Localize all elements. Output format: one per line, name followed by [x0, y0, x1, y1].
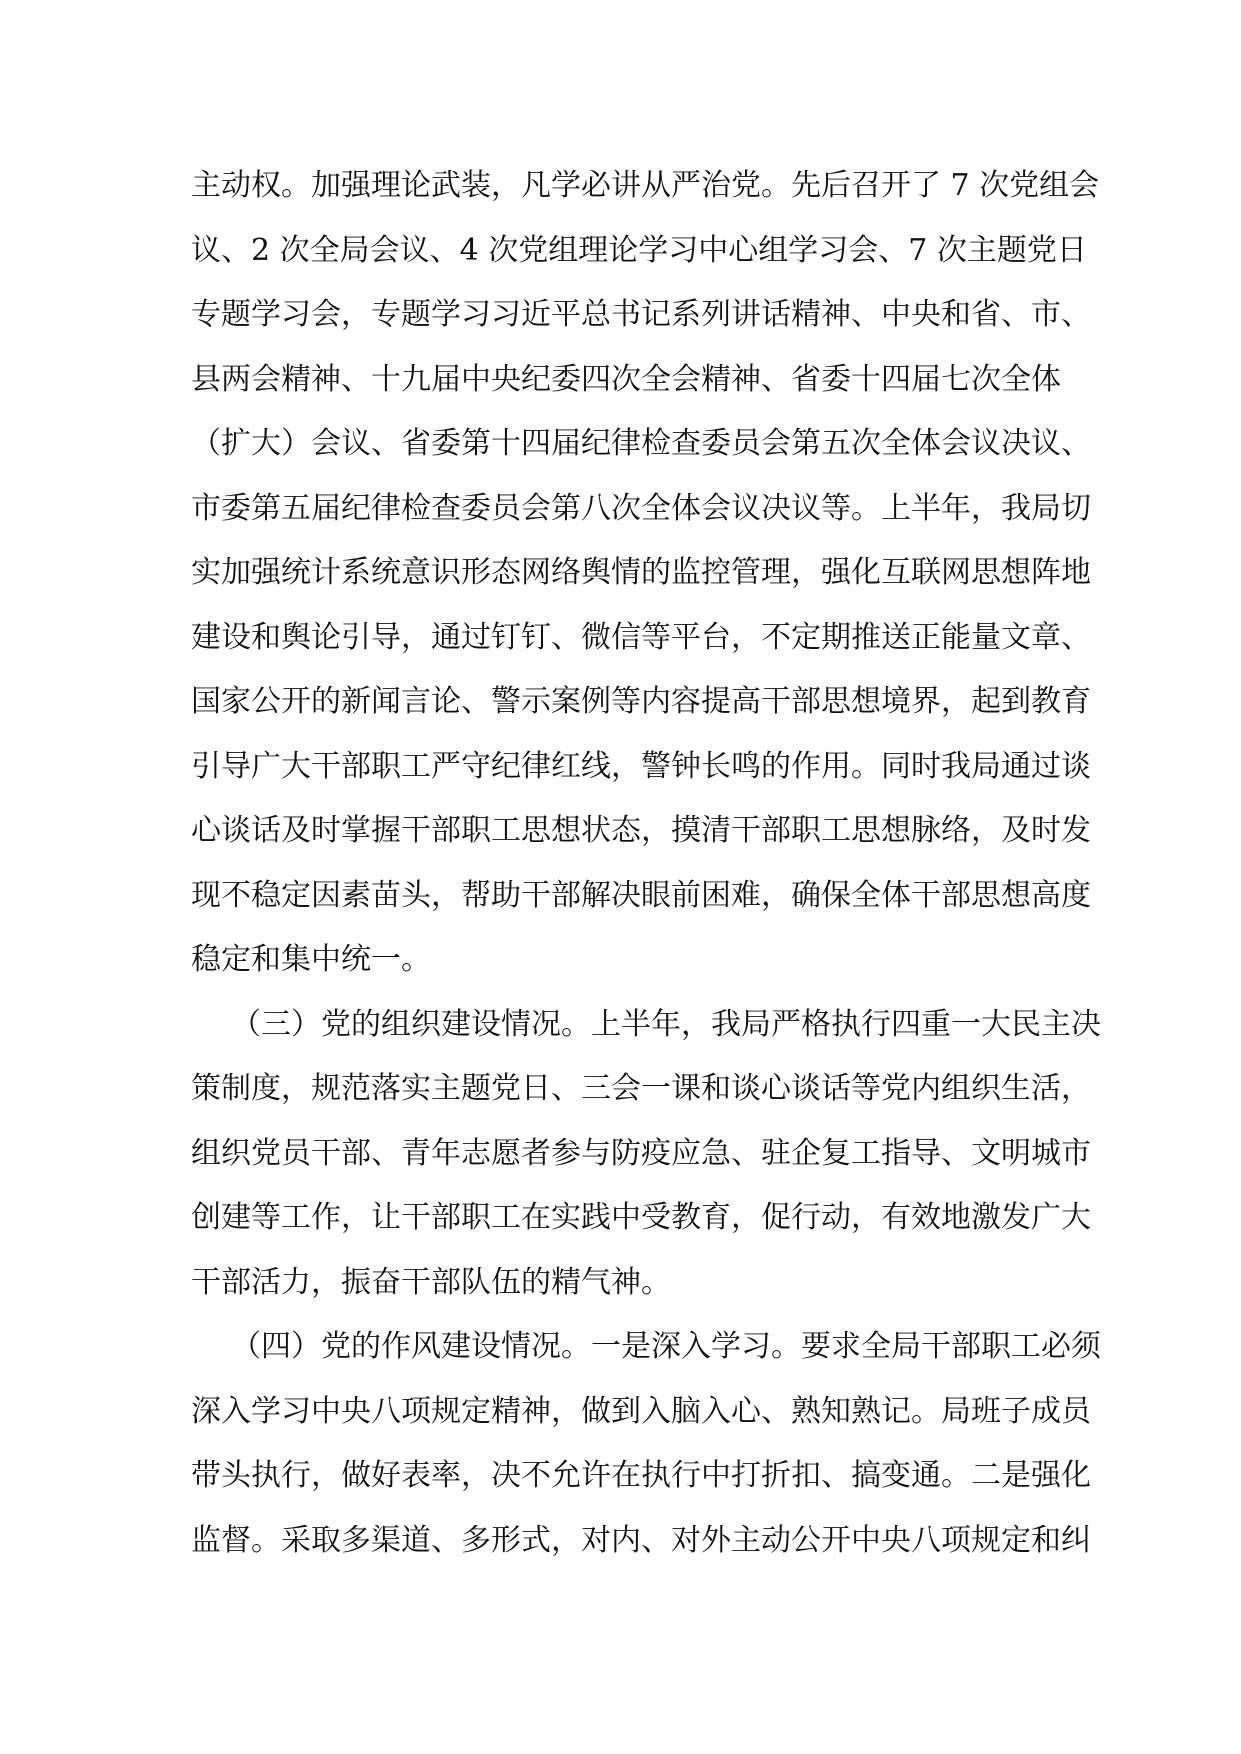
text-line: 深入学习中央八项规定精神，做到入脑入心、熟知熟记。局班子成员	[191, 1393, 1091, 1429]
text-line: 策制度，规范落实主题党日、三会一课和谈心谈话等党内组织生活，	[191, 1071, 1091, 1106]
text-line: 心谈话及时掌握干部职工思想状态，摸清干部职工思想脉络，及时发	[191, 813, 1091, 848]
text-line: 实加强统计系统意识形态网络舆情的监控管理，强化互联网思想阵地	[191, 555, 1091, 590]
text-line: 创建等工作，让干部职工在实践中受教育，促行动，有效地激发广大	[191, 1200, 1091, 1235]
text-line: 干部活力，振奋干部队伍的精气神。	[191, 1264, 671, 1300]
text-line: 国家公开的新闻言论、警示案例等内容提高干部思想境界，起到教育	[191, 684, 1091, 719]
section-heading-line: （三）党的组织建设情况。上半年，我局严格执行四重一大民主决	[231, 1006, 1101, 1042]
text-line: 议、2 次全局会议、4 次党组理论学习中心组学习会、7 次主题党日	[191, 232, 1087, 268]
text-line: 监督。采取多渠道、多形式，对内、对外主动公开中央八项规定和纠	[191, 1522, 1091, 1558]
text-line: 组织党员干部、青年志愿者参与防疫应急、驻企复工指导、文明城市	[191, 1135, 1091, 1171]
text-line: 主动权。加强理论武装，凡学必讲从严治党。先后召开了 7 次党组会	[191, 168, 1100, 203]
section-heading-line: （四）党的作风建设情况。一是深入学习。要求全局干部职工必须	[231, 1329, 1101, 1364]
text-line: 县两会精神、十九届中央纪委四次全会精神、省委十四届七次全体	[191, 361, 1061, 397]
text-line: 市委第五届纪律检查委员会第八次全体会议决议等。上半年，我局切	[191, 490, 1091, 526]
text-line: 建设和舆论引导，通过钉钉、微信等平台，不定期推送正能量文章、	[191, 619, 1091, 655]
body-text	[191, 154, 1101, 1573]
text-line: 引导广大干部职工严守纪律红线，警钟长鸣的作用。同时我局通过谈	[191, 748, 1091, 784]
text-line: 专题学习会，专题学习习近平总书记系列讲话精神、中央和省、市、	[191, 297, 1091, 332]
text-line: （扩大）会议、省委第十四届纪律检查委员会第五次全体会议决议、	[191, 426, 1091, 461]
text-line: 现不稳定因素苗头，帮助干部解决眼前困难，确保全体干部思想高度	[191, 877, 1091, 913]
text-line: 带头执行，做好表率，决不允许在执行中打折扣、搞变通。二是强化	[191, 1458, 1091, 1493]
text-line: 稳定和集中统一。	[191, 942, 431, 977]
